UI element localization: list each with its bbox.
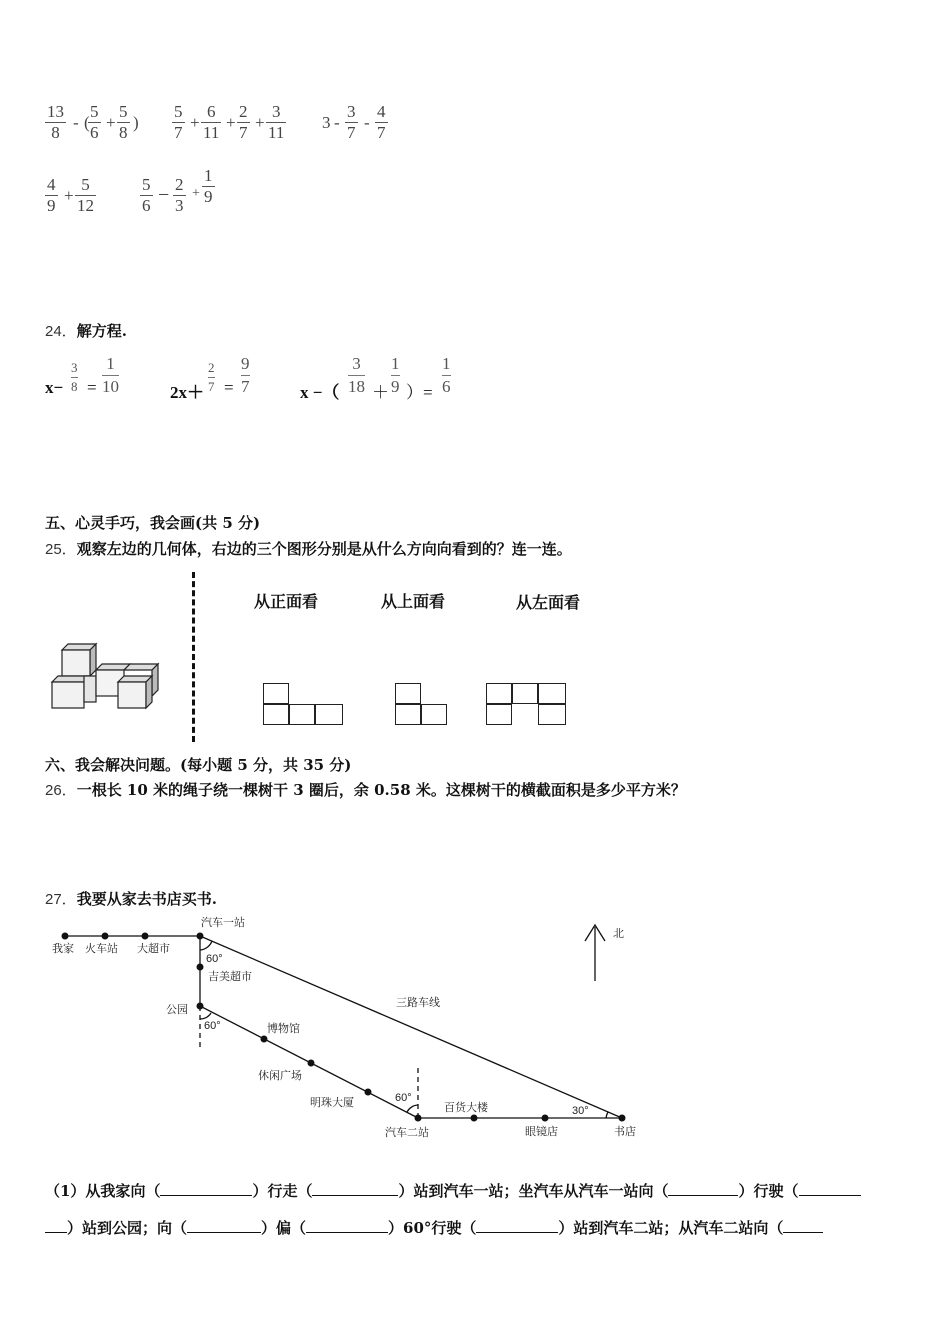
angle-label: 30° bbox=[572, 1105, 589, 1117]
answer-blank[interactable] bbox=[783, 1232, 823, 1233]
answer-blank[interactable] bbox=[45, 1232, 67, 1233]
angle-label: 60° bbox=[206, 953, 223, 965]
fraction: $\frac{6}{11}$ bbox=[203, 102, 220, 142]
fraction: $\frac{2}{3}$ bbox=[175, 175, 184, 215]
fraction: $\frac{13}{8}$ bbox=[47, 102, 64, 142]
stop-jimei-supermarket: 吉美超市 bbox=[208, 971, 252, 983]
route-label: 三路车线 bbox=[396, 997, 440, 1009]
fraction: $\frac{5}{6}$ bbox=[90, 102, 99, 142]
stop-home: 我家 bbox=[52, 943, 74, 955]
fraction: 2 7 bbox=[208, 360, 215, 394]
q25-text: 25．观察左边的几何体，右边的三个图形分别是从什么方向向看到的？连一连。 bbox=[45, 540, 572, 558]
operator: + bbox=[106, 113, 116, 132]
stop-big-supermarket: 大超市 bbox=[137, 943, 170, 955]
fraction: 3 18 bbox=[348, 354, 365, 396]
operator: + bbox=[192, 186, 200, 201]
operator: - bbox=[73, 113, 79, 132]
stop-park: 公园 bbox=[166, 1004, 188, 1016]
angle-label: 60° bbox=[395, 1092, 412, 1104]
fraction: $\frac{5}{6}$ bbox=[142, 175, 151, 215]
fraction: 3 8 bbox=[71, 360, 78, 394]
operator: + bbox=[64, 186, 74, 205]
section-5-heading: 五、心灵手巧，我会画(共 5 分) bbox=[45, 514, 261, 532]
fraction: $\frac{4}{9}$ bbox=[47, 175, 56, 215]
stop-bus-station-2: 汽车二站 bbox=[385, 1127, 429, 1139]
fraction: $\frac{1}{9}$ bbox=[204, 166, 213, 206]
stop-train-station: 火车站 bbox=[85, 943, 118, 955]
operator: + bbox=[226, 113, 236, 132]
fraction: 1 6 bbox=[442, 354, 451, 396]
route-map bbox=[0, 905, 950, 1145]
paren: ) bbox=[133, 113, 139, 132]
fraction: $\frac{4}{7}$ bbox=[377, 102, 386, 142]
q27-text: 27．我要从家去书店买书. bbox=[45, 890, 217, 908]
cube-solid-figure bbox=[48, 640, 168, 712]
stop-bus-station-1: 汽车一站 bbox=[201, 917, 245, 929]
fraction: $\frac{5}{7}$ bbox=[174, 102, 183, 142]
view-label-left: 从左面看 bbox=[516, 595, 581, 612]
answer-blank[interactable] bbox=[668, 1195, 738, 1196]
fraction: 9 7 bbox=[241, 354, 250, 396]
operator: - bbox=[334, 113, 340, 132]
stop-department-store: 百货大楼 bbox=[444, 1102, 488, 1114]
stop-museum: 博物馆 bbox=[267, 1023, 300, 1035]
answer-blank[interactable] bbox=[306, 1232, 388, 1233]
operator: + bbox=[255, 113, 265, 132]
stop-leisure-square: 休闲广场 bbox=[258, 1070, 302, 1082]
stop-pearl-tower: 明珠大厦 bbox=[310, 1097, 354, 1109]
stop-bookstore: 书店 bbox=[614, 1126, 636, 1138]
q27-sub-line-2: ）站到公园；向（ ）偏（ ）60°行驶（ ）站到汽车二站；从汽车二站向（ bbox=[45, 1217, 823, 1238]
answer-blank[interactable] bbox=[187, 1232, 261, 1233]
operator: - bbox=[364, 113, 370, 132]
answer-blank[interactable] bbox=[799, 1195, 861, 1196]
q26-text: 26．一根长 10 米的绳子绕一棵树干 3 圈后，余 0.58 米。这棵树干的横截面积是多少平方米？ bbox=[45, 781, 686, 799]
dashed-divider bbox=[192, 572, 195, 742]
fraction: $\frac{2}{7}$ bbox=[239, 102, 248, 142]
angle-label: 60° bbox=[204, 1020, 221, 1032]
answer-blank[interactable] bbox=[476, 1232, 558, 1233]
route-stops bbox=[62, 933, 626, 1122]
stop-optical-shop: 眼镜店 bbox=[525, 1126, 558, 1138]
whole-number: 3 bbox=[322, 113, 331, 132]
view-label-top: 从上面看 bbox=[381, 594, 446, 611]
fraction: $\frac{3}{7}$ bbox=[347, 102, 356, 142]
operator: + bbox=[190, 113, 200, 132]
fraction: 1 9 bbox=[391, 354, 400, 396]
operator: − bbox=[158, 184, 170, 206]
fraction: 1 10 bbox=[102, 354, 119, 396]
north-label: 北 bbox=[613, 928, 624, 940]
answer-blank[interactable] bbox=[312, 1195, 398, 1196]
paren: ( bbox=[84, 113, 90, 132]
fraction: $\frac{5}{12}$ bbox=[77, 175, 94, 215]
q27-sub-line-1: （1）从我家向（ ）行走（ ）站到汽车一站；坐汽车从汽车一站向（ ）行驶（ bbox=[45, 1180, 861, 1201]
fraction: $\frac{3}{11}$ bbox=[268, 102, 285, 142]
answer-blank[interactable] bbox=[160, 1195, 252, 1196]
q24-title: 24．解方程. bbox=[45, 322, 127, 340]
section-6-heading: 六、我会解决问题。(每小题 5 分，共 35 分) bbox=[45, 756, 352, 774]
fraction: $\frac{5}{8}$ bbox=[119, 102, 128, 142]
view-label-front: 从正面看 bbox=[254, 594, 319, 611]
